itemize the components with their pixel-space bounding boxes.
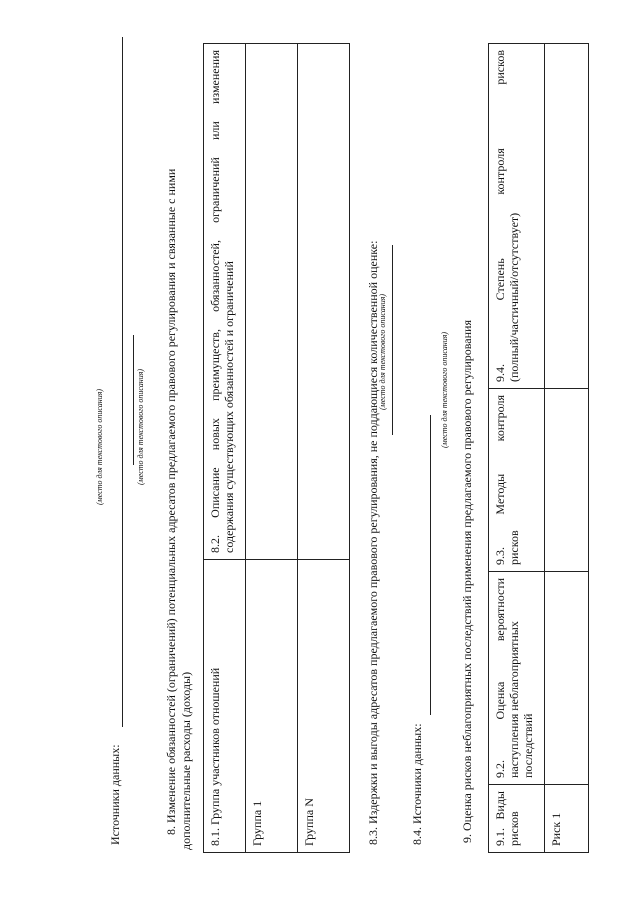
table-row: Группа N (298, 560, 350, 853)
table-header-cell: 9.2. Оценка вероятности наступления неблагоприятных последствий (489, 572, 545, 785)
section-9-heading: 9. Оценка рисков неблагоприятных последствий применения предлагаемого правового регулирования (460, 320, 474, 843)
table-header-cell: 8.2. Описание новых преимуществ, обязанностей, ограничений или изменения содержания существующих обязанностей и ограничений (204, 44, 246, 560)
table-header-cell: 9.3. Методы контроля рисков (489, 389, 545, 572)
section-9-table (488, 43, 589, 853)
table-header-cell: 9.1. Виды рисков (489, 785, 545, 853)
description-line (133, 335, 134, 465)
placeholder-note: (место для текстового описания) (440, 331, 449, 448)
description-line (392, 245, 393, 435)
table-cell (246, 44, 298, 560)
sources-underline (430, 415, 431, 715)
table-row: Группа 1 (246, 560, 298, 853)
table-cell (545, 44, 589, 389)
sources-label: 8.4. Источники данных: (410, 723, 424, 845)
section-8-heading: 8. Изменение обязанностей (ограничений) потенциальных адресатов предлагаемого правового регулирования и связанные с ними (164, 168, 178, 835)
table-cell (298, 44, 350, 560)
table-header-cell: 9.4. Степень контроля рисков (полный/частичный/отсутствует) (489, 44, 545, 389)
sources-label: Источники данных: (108, 744, 122, 845)
section-8-heading-cont: дополнительные расходы (доходы) (179, 671, 193, 850)
sources-underline (122, 37, 123, 727)
placeholder-note: (место для текстового описания) (95, 388, 104, 505)
section-8-table (203, 43, 350, 853)
placeholder-note: (место для текстового описания) (378, 293, 387, 410)
placeholder-note: (место для текстового описания) (136, 368, 145, 485)
table-row: Риск 1 (545, 785, 589, 853)
table-cell (545, 572, 589, 785)
table-cell (545, 389, 589, 572)
section-8-3-text: 8.3. Издержки и выгоды адресатов предлагаемого правового регулирования, не поддающиеся количественной оценке: (366, 240, 380, 845)
table-header-cell: 8.1. Группа участников отношений (204, 560, 246, 853)
